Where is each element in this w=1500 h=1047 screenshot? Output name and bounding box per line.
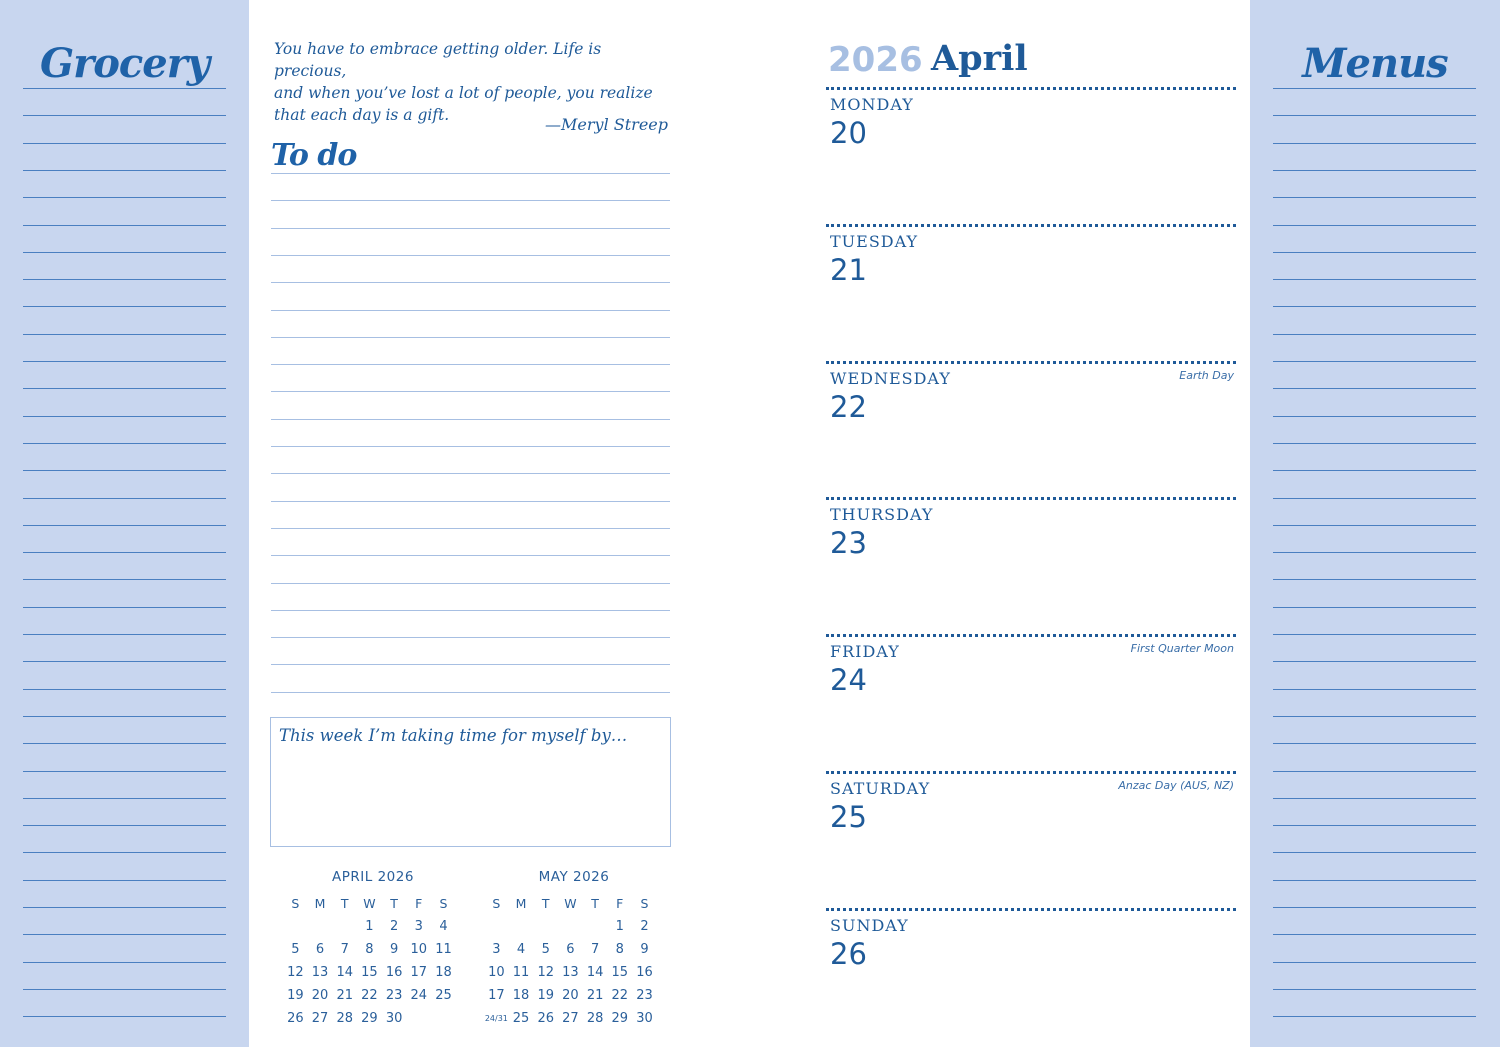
day-divider <box>826 771 1236 774</box>
mini-calendar-day: 2 <box>640 919 649 934</box>
day-name: WEDNESDAY <box>830 368 951 388</box>
writing-line[interactable] <box>23 579 226 580</box>
mini-calendar-day: 16 <box>636 965 653 980</box>
writing-line[interactable] <box>23 689 226 690</box>
mini-calendar-day: 19 <box>287 988 304 1003</box>
writing-line[interactable] <box>23 907 226 908</box>
mini-calendar-day: 13 <box>562 965 579 980</box>
writing-line[interactable] <box>1273 852 1476 853</box>
writing-line[interactable] <box>1273 962 1476 963</box>
writing-line[interactable] <box>23 252 226 253</box>
mini-calendar-day: 15 <box>361 965 378 980</box>
mini-calendar-day: 20 <box>562 988 579 1003</box>
mini-calendar-day: 19 <box>537 988 554 1003</box>
writing-line[interactable] <box>23 170 226 171</box>
writing-line[interactable] <box>23 470 226 471</box>
writing-line[interactable] <box>1273 252 1476 253</box>
writing-line[interactable] <box>1273 525 1476 526</box>
mini-calendar-day: 21 <box>586 988 604 1003</box>
writing-line[interactable] <box>1273 771 1476 772</box>
mini-calendar-day: 12 <box>287 965 304 980</box>
mini-calendar-weekday: S <box>291 896 300 911</box>
mini-calendar-day: 28 <box>586 1011 604 1026</box>
quote-author: —Meryl Streep <box>545 115 668 134</box>
mini-calendar-day: 23 <box>385 988 403 1003</box>
menus-panel <box>1250 0 1500 1047</box>
mini-calendar-weekday: S <box>492 896 501 911</box>
todo-line[interactable] <box>271 255 670 256</box>
quote-line: that each day is a gift. <box>274 106 450 124</box>
mini-calendar-day: 3 <box>492 942 501 957</box>
writing-line[interactable] <box>1273 579 1476 580</box>
todo-line[interactable] <box>271 692 670 693</box>
day-block[interactable] <box>826 771 1236 908</box>
day-name: TUESDAY <box>830 231 919 251</box>
writing-line[interactable] <box>23 279 226 280</box>
writing-line[interactable] <box>1273 716 1476 717</box>
writing-line[interactable] <box>1273 743 1476 744</box>
mini-calendar-weekday: M <box>515 896 527 911</box>
mini-calendar-week <box>283 984 463 1007</box>
day-name: THURSDAY <box>830 505 934 525</box>
day-number: 24 <box>830 663 867 698</box>
writing-line[interactable] <box>1273 143 1476 144</box>
quote <box>274 38 674 126</box>
writing-line[interactable] <box>23 989 226 990</box>
day-note: First Quarter Moon <box>1130 642 1234 656</box>
mini-calendar-day: 14 <box>586 965 604 980</box>
day-number: 25 <box>830 800 867 834</box>
mini-calendar-week <box>283 961 463 984</box>
writing-line[interactable] <box>1273 197 1476 198</box>
mini-calendar-day: 4 <box>516 942 526 957</box>
day-note: Earth Day <box>1179 368 1234 382</box>
mini-calendar-day: 13 <box>311 965 329 980</box>
mini-calendar-day: 18 <box>512 988 530 1003</box>
writing-line[interactable] <box>23 143 226 144</box>
mini-calendar-weekday: T <box>591 896 599 911</box>
mini-calendar-day: 1 <box>615 919 624 934</box>
writing-line[interactable] <box>23 525 226 526</box>
writing-line[interactable] <box>1273 689 1476 690</box>
mini-calendar-week <box>283 915 463 938</box>
mini-calendar-day: 21 <box>336 988 353 1003</box>
mini-calendar-day: 26 <box>287 1011 304 1026</box>
todo-title: To do <box>271 138 357 173</box>
mini-calendar-day: 25 <box>435 988 452 1003</box>
writing-line[interactable] <box>23 225 226 226</box>
writing-line[interactable] <box>23 361 226 362</box>
quote-line: and when you’ve lost a lot of people, you realize <box>274 84 653 102</box>
writing-line[interactable] <box>1273 443 1476 444</box>
writing-line[interactable] <box>1273 552 1476 553</box>
writing-line[interactable] <box>23 552 226 553</box>
mini-calendar-weekday: S <box>640 896 649 911</box>
mini-calendar-weekday: T <box>390 896 398 911</box>
mini-calendar-day: 5 <box>541 942 550 957</box>
day-block[interactable] <box>826 634 1236 771</box>
mini-calendar-weekday: T <box>340 896 349 911</box>
writing-line[interactable] <box>23 771 226 772</box>
mini-calendar-day: 8 <box>365 942 374 957</box>
writing-line[interactable] <box>23 962 226 963</box>
mini-calendar-weekday: W <box>564 896 577 911</box>
grocery-lines <box>23 88 226 1047</box>
writing-line[interactable] <box>23 825 226 826</box>
writing-line[interactable] <box>1273 115 1476 116</box>
mini-calendar-day: 20 <box>311 988 329 1003</box>
mini-calendar-day: 4 <box>439 919 448 934</box>
writing-line[interactable] <box>23 934 226 935</box>
mini-calendar-weekdays <box>484 892 664 915</box>
mini-calendar-may <box>484 869 664 1030</box>
day-block[interactable] <box>826 224 1236 361</box>
writing-line[interactable] <box>1273 361 1476 362</box>
todo-lines <box>271 173 670 713</box>
todo-line[interactable] <box>271 610 670 611</box>
mini-calendar-day: 17 <box>410 965 428 980</box>
mini-calendar-day: 11 <box>435 942 452 957</box>
todo-line[interactable] <box>271 391 670 392</box>
menus-lines <box>1273 88 1476 1047</box>
mini-calendar-day: 7 <box>590 942 600 957</box>
writing-line[interactable] <box>1273 388 1476 389</box>
writing-line[interactable] <box>23 306 226 307</box>
mini-calendar-week <box>484 938 664 961</box>
writing-line[interactable] <box>23 115 226 116</box>
writing-line[interactable] <box>23 498 226 499</box>
todo-line[interactable] <box>271 419 670 420</box>
day-block[interactable] <box>826 87 1236 224</box>
writing-line[interactable] <box>1273 170 1476 171</box>
mini-calendar-day: 14 <box>336 965 353 980</box>
writing-line[interactable] <box>23 716 226 717</box>
mini-calendar-day: 10 <box>488 965 505 980</box>
writing-line[interactable] <box>1273 88 1476 89</box>
todo-line[interactable] <box>271 446 670 447</box>
mini-calendar-day: 16 <box>385 965 403 980</box>
day-note: Anzac Day (AUS, NZ) <box>1118 779 1234 792</box>
todo-line[interactable] <box>271 528 670 529</box>
mini-calendar-weekday: F <box>415 896 423 911</box>
day-number: 22 <box>830 389 867 424</box>
writing-line[interactable] <box>1273 498 1476 499</box>
todo-line[interactable] <box>271 555 670 556</box>
writing-line[interactable] <box>1273 334 1476 335</box>
mini-calendar-day: 9 <box>389 942 399 957</box>
mini-calendar-title: MAY 2026 <box>538 869 610 885</box>
day-name: SATURDAY <box>830 779 931 798</box>
mini-calendar-weekday: W <box>363 896 376 911</box>
writing-line[interactable] <box>1273 880 1476 881</box>
day-number: 26 <box>830 936 867 971</box>
writing-line[interactable] <box>23 334 226 335</box>
mini-calendar-day: 30 <box>636 1011 653 1026</box>
grocery-title: Grocery <box>39 40 210 87</box>
todo-line[interactable] <box>271 583 670 584</box>
writing-line[interactable] <box>1273 989 1476 990</box>
selfcare-box[interactable] <box>270 717 671 847</box>
mini-calendar-week <box>283 938 463 961</box>
mini-calendar-week <box>283 1007 463 1030</box>
writing-line[interactable] <box>23 607 226 608</box>
mini-calendar-day: 29 <box>611 1011 629 1026</box>
writing-line[interactable] <box>1273 634 1476 635</box>
mini-calendar-day: 11 <box>512 965 530 980</box>
writing-line[interactable] <box>23 416 226 417</box>
mini-calendar-day: 6 <box>566 942 575 957</box>
day-name: MONDAY <box>830 95 914 114</box>
writing-line[interactable] <box>1273 907 1476 908</box>
mini-calendar-day: 27 <box>311 1011 329 1026</box>
mini-calendar-day: 22 <box>611 988 629 1003</box>
todo-line[interactable] <box>271 637 670 638</box>
selfcare-prompt: This week I’m taking time for myself by… <box>279 726 628 745</box>
writing-line[interactable] <box>1273 825 1476 826</box>
todo-line[interactable] <box>271 364 670 365</box>
mini-calendar-day: 26 <box>537 1011 554 1026</box>
day-name: FRIDAY <box>830 642 900 662</box>
writing-line[interactable] <box>23 88 226 89</box>
mini-calendar-week <box>484 984 664 1007</box>
mini-calendar-day: 3 <box>414 919 423 934</box>
mini-calendar-april <box>283 869 463 1030</box>
writing-line[interactable] <box>23 634 226 635</box>
mini-calendar-day: 28 <box>336 1011 353 1026</box>
mini-calendar-week <box>484 1007 664 1030</box>
mini-calendar-title: APRIL 2026 <box>332 869 414 885</box>
mini-calendar-day: 23 <box>636 988 653 1003</box>
mini-calendar-day: 17 <box>488 988 505 1003</box>
mini-calendar-weekday: M <box>314 896 326 911</box>
writing-line[interactable] <box>1273 470 1476 471</box>
mini-calendar-day: 18 <box>435 965 452 980</box>
writing-line[interactable] <box>23 661 226 662</box>
mini-calendar-day: 24/31 <box>484 1014 508 1023</box>
quote-line: You have to embrace getting older. Life is precious, <box>274 40 602 80</box>
todo-line[interactable] <box>271 501 670 502</box>
mini-calendar-day: 29 <box>361 1011 378 1026</box>
todo-line[interactable] <box>271 173 670 174</box>
mini-calendar-day: 12 <box>537 965 554 980</box>
writing-line[interactable] <box>23 443 226 444</box>
mini-calendar-day: 10 <box>410 942 428 957</box>
writing-line[interactable] <box>23 852 226 853</box>
grocery-panel <box>0 0 249 1047</box>
mini-calendar-day: 2 <box>389 919 399 934</box>
mini-calendar-weekdays <box>283 892 463 915</box>
writing-line[interactable] <box>23 197 226 198</box>
writing-line[interactable] <box>1273 225 1476 226</box>
day-block[interactable] <box>826 497 1236 634</box>
writing-line[interactable] <box>1273 934 1476 935</box>
day-divider <box>826 497 1236 500</box>
todo-line[interactable] <box>271 228 670 229</box>
day-number: 20 <box>830 116 867 150</box>
day-divider <box>826 87 1236 90</box>
todo-line[interactable] <box>271 337 670 338</box>
mini-calendar-day: 15 <box>611 965 629 980</box>
mini-calendar-day: 22 <box>361 988 378 1003</box>
writing-line[interactable] <box>1273 1016 1476 1017</box>
writing-line[interactable] <box>23 388 226 389</box>
mini-calendar-day: 1 <box>365 919 374 934</box>
mini-calendar-day: 8 <box>615 942 624 957</box>
writing-line[interactable] <box>1273 279 1476 280</box>
mini-calendar-week <box>484 915 664 938</box>
mini-calendar-day: 25 <box>512 1011 530 1026</box>
todo-line[interactable] <box>271 282 670 283</box>
menus-title: Menus <box>1302 40 1448 87</box>
mini-calendar-weekday: S <box>439 896 448 911</box>
mini-calendar-day: 24 <box>410 988 428 1003</box>
day-number: 21 <box>830 252 867 287</box>
mini-calendar-day: 6 <box>315 942 325 957</box>
day-block[interactable] <box>826 908 1236 1045</box>
writing-line[interactable] <box>23 743 226 744</box>
mini-calendar-weekday: T <box>541 896 550 911</box>
writing-line[interactable] <box>1273 661 1476 662</box>
day-divider <box>826 224 1236 227</box>
day-number: 23 <box>830 526 867 561</box>
writing-line[interactable] <box>1273 416 1476 417</box>
day-name: SUNDAY <box>830 915 909 935</box>
writing-line[interactable] <box>23 798 226 799</box>
month-label: April <box>931 38 1028 79</box>
writing-line[interactable] <box>1273 306 1476 307</box>
mini-calendar-day: 9 <box>640 942 649 957</box>
day-divider <box>826 361 1236 364</box>
mini-calendar-week <box>484 961 664 984</box>
todo-line[interactable] <box>271 200 670 201</box>
writing-line[interactable] <box>1273 607 1476 608</box>
day-divider <box>826 908 1236 911</box>
day-block[interactable] <box>826 361 1236 498</box>
todo-line[interactable] <box>271 664 670 665</box>
todo-line[interactable] <box>271 473 670 474</box>
todo-line[interactable] <box>271 310 670 311</box>
mini-calendar-day: 30 <box>385 1011 403 1026</box>
writing-line[interactable] <box>23 1016 226 1017</box>
year-label: 2026 <box>828 40 923 80</box>
writing-line[interactable] <box>23 880 226 881</box>
mini-calendar-day: 27 <box>562 1011 579 1026</box>
day-divider <box>826 634 1236 637</box>
mini-calendar-weekday: F <box>616 896 624 911</box>
mini-calendar-day: 5 <box>291 942 300 957</box>
mini-calendar-day: 7 <box>340 942 349 957</box>
writing-line[interactable] <box>1273 798 1476 799</box>
